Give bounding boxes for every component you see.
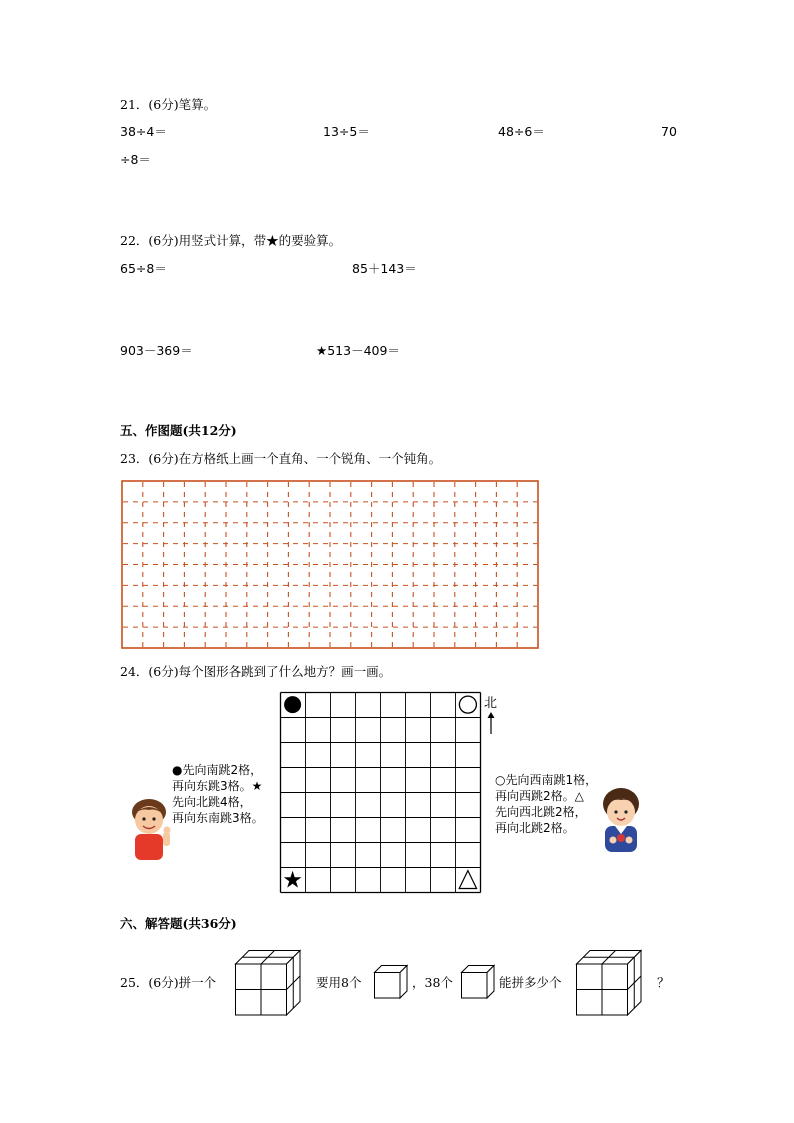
q24-heading: 24．(6分)每个图形各跳到了什么地方？画一画。 [120, 664, 392, 679]
q25-suffix: ？ [657, 975, 670, 990]
q25-mid-3: 能拼多少个 [499, 975, 562, 990]
left-line-3: 先向北跳4格， [172, 795, 252, 809]
q21-item-1: 38÷4＝ [120, 124, 167, 139]
q25-prefix: 25．(6分)拼一个 [120, 975, 217, 990]
large-cube-icon [576, 950, 642, 1016]
small-cube-icon [461, 965, 495, 999]
left-line-1: ●先向南跳2格， [172, 763, 263, 777]
left-line-2: 再向东跳3格。★ [172, 779, 263, 793]
left-line-4: 再向东南跳3格。 [172, 811, 264, 825]
boy-cartoon-right-icon [597, 786, 645, 858]
right-line-3: 先向西北跳2格， [495, 805, 587, 819]
q22-heading: 22．(6分)用竖式计算，带★的要验算。 [120, 233, 342, 248]
q23-heading: 23．(6分)在方格纸上画一个直角、一个锐角、一个钝角。 [120, 451, 442, 466]
grid-lines [281, 693, 481, 893]
q21-item-3: 48÷6＝ [498, 124, 545, 139]
q25-mid-1: 要用8个 [316, 975, 362, 990]
q21-item-4-end: ÷8＝ [120, 152, 151, 167]
dashed-grid-paper [121, 480, 539, 649]
hollow-circle-shape [459, 696, 476, 713]
north-arrow-icon [486, 712, 496, 734]
q21-item-2: 13÷5＝ [323, 124, 370, 139]
small-cube-icon [374, 965, 408, 999]
section-6-title: 六、解答题(共36分) [120, 916, 237, 931]
q22-item-1: 65÷8＝ [120, 261, 167, 276]
q22-item-3: 903－369＝ [120, 343, 193, 358]
hollow-triangle-shape [459, 871, 476, 889]
left-instructions [172, 762, 264, 826]
q22-item-4: ★513－409＝ [316, 343, 400, 358]
filled-star-shape [284, 871, 302, 888]
q25-mid-2: ，38个 [412, 975, 453, 990]
q22-item-2: 85＋143＝ [352, 261, 417, 276]
q21-item-4-start: 70 [661, 124, 677, 139]
boy-cartoon-left-icon [125, 798, 177, 864]
right-line-2: 再向西跳2格。△ [495, 789, 584, 803]
large-cube-icon [235, 950, 301, 1016]
direction-grid [280, 692, 482, 894]
section-5-title: 五、作图题(共12分) [120, 423, 237, 438]
q21-heading: 21．(6分)笔算。 [120, 97, 217, 112]
filled-circle-shape [284, 696, 301, 713]
right-line-1: ○先向西南跳1格， [495, 773, 598, 787]
north-label: 北 [484, 696, 498, 711]
right-instructions [495, 772, 597, 836]
right-line-4: 再向北跳2格。 [495, 821, 575, 835]
